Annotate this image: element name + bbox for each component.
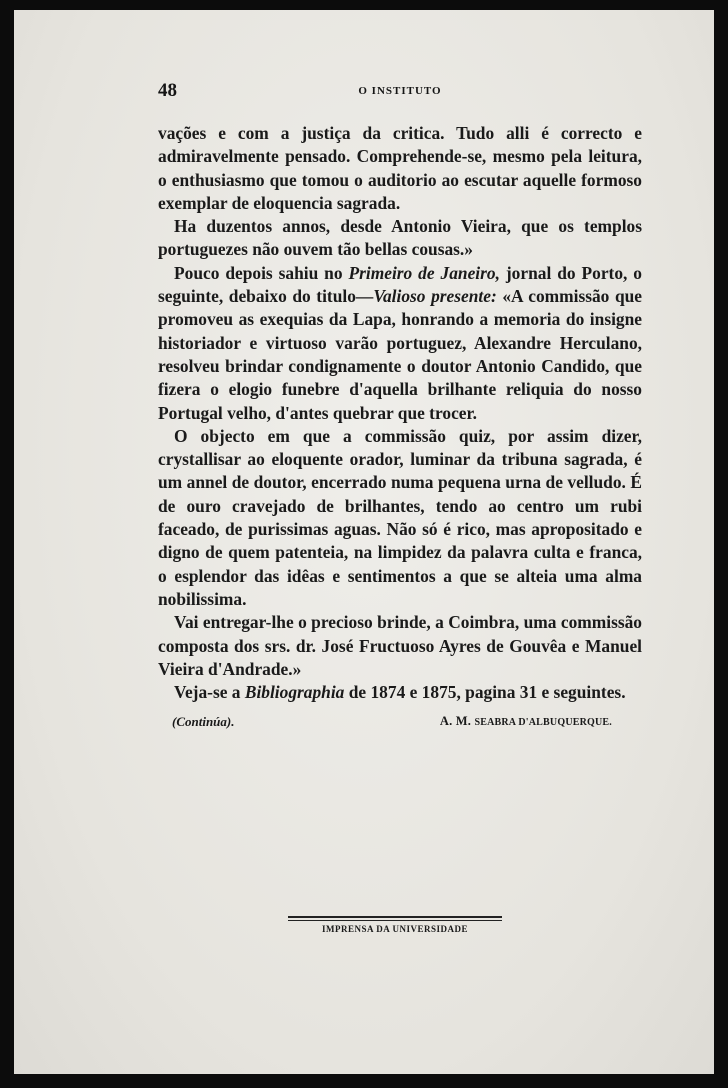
continuation-note: (Continúa). bbox=[172, 714, 235, 729]
signature-line bbox=[172, 712, 612, 734]
italic-text: Valioso presente: bbox=[373, 286, 497, 307]
imprint-rule bbox=[288, 916, 502, 921]
paragraph bbox=[158, 262, 642, 425]
imprint-block bbox=[288, 916, 502, 934]
author-initials: A. M. bbox=[439, 714, 475, 728]
document-page bbox=[14, 10, 714, 1074]
text-run: «A commissão que promoveu as exequias da Lapa, honrando a memoria do insigne historiador e virtuoso varão portuguez, Alexandre Herculano, resolveu brindar condignamente o doutor Antonio Candido, que fizera o elogio funebre d'aquella brilhante reliquia do nosso Portugal velho, d'antes quebrar que trocer. bbox=[158, 286, 643, 423]
body-text bbox=[158, 122, 642, 704]
author-signature bbox=[440, 714, 612, 729]
italic-text: Bibliographia bbox=[244, 682, 345, 703]
text-run: jornal do Porto, o seguinte, debaixo do titulo— bbox=[158, 262, 643, 307]
text-run: vações e com a justiça da critica. Tudo alli é correcto e admiravelmente pensado. Comprehende-se, mesmo pela leitura, o enthusiasmo que tomou o auditorio ao escutar aquelle formoso exemplar de eloquencia sagrada. bbox=[158, 123, 642, 213]
author-name: SEABRA D'ALBUQUERQUE. bbox=[474, 717, 612, 728]
paragraph bbox=[158, 215, 642, 262]
paragraph bbox=[158, 611, 642, 681]
page-number: 48 bbox=[158, 80, 177, 101]
running-title: O INSTITUTO bbox=[358, 85, 442, 97]
text-run: de 1874 e 1875, pagina 31 e seguintes. bbox=[344, 682, 626, 703]
paragraph bbox=[158, 122, 642, 215]
text-run: Vai entregar-lhe o precioso brinde, a Coimbra, uma commissão composta dos srs. dr. José Fructuoso Ayres de Gouvêa e Manuel Vieira d'Andrade.» bbox=[158, 612, 642, 679]
page-header bbox=[158, 80, 642, 102]
paragraph bbox=[158, 425, 642, 611]
text-run: Veja-se a bbox=[174, 682, 245, 703]
text-run: Ha duzentos annos, desde Antonio Vieira, que os templos portuguezes não ouvem tão bellas cousas.» bbox=[158, 216, 642, 260]
text-run: O objecto em que a commissão quiz, por assim dizer, crystallisar ao eloquente orador, luminar da tribuna sagrada, é um annel de doutor, encerrado numa pequena urna de velludo. É de ouro cravejado de brilhantes, tendo ao centro um rubi faceado, de purissimas aguas. Não só é rico, mas apropositado e digno de quem patenteia, na limpidez da palavra culta e franca, o esplendor das idêas e sentimentos a que se alteia uma alma nobilissima. bbox=[158, 425, 642, 609]
imprint-text: IMPRENSA DA UNIVERSIDADE bbox=[321, 924, 469, 934]
text-run: Pouco depois sahiu no bbox=[174, 262, 349, 283]
italic-text: Primeiro de Janeiro, bbox=[348, 262, 500, 283]
paragraph bbox=[158, 681, 642, 704]
